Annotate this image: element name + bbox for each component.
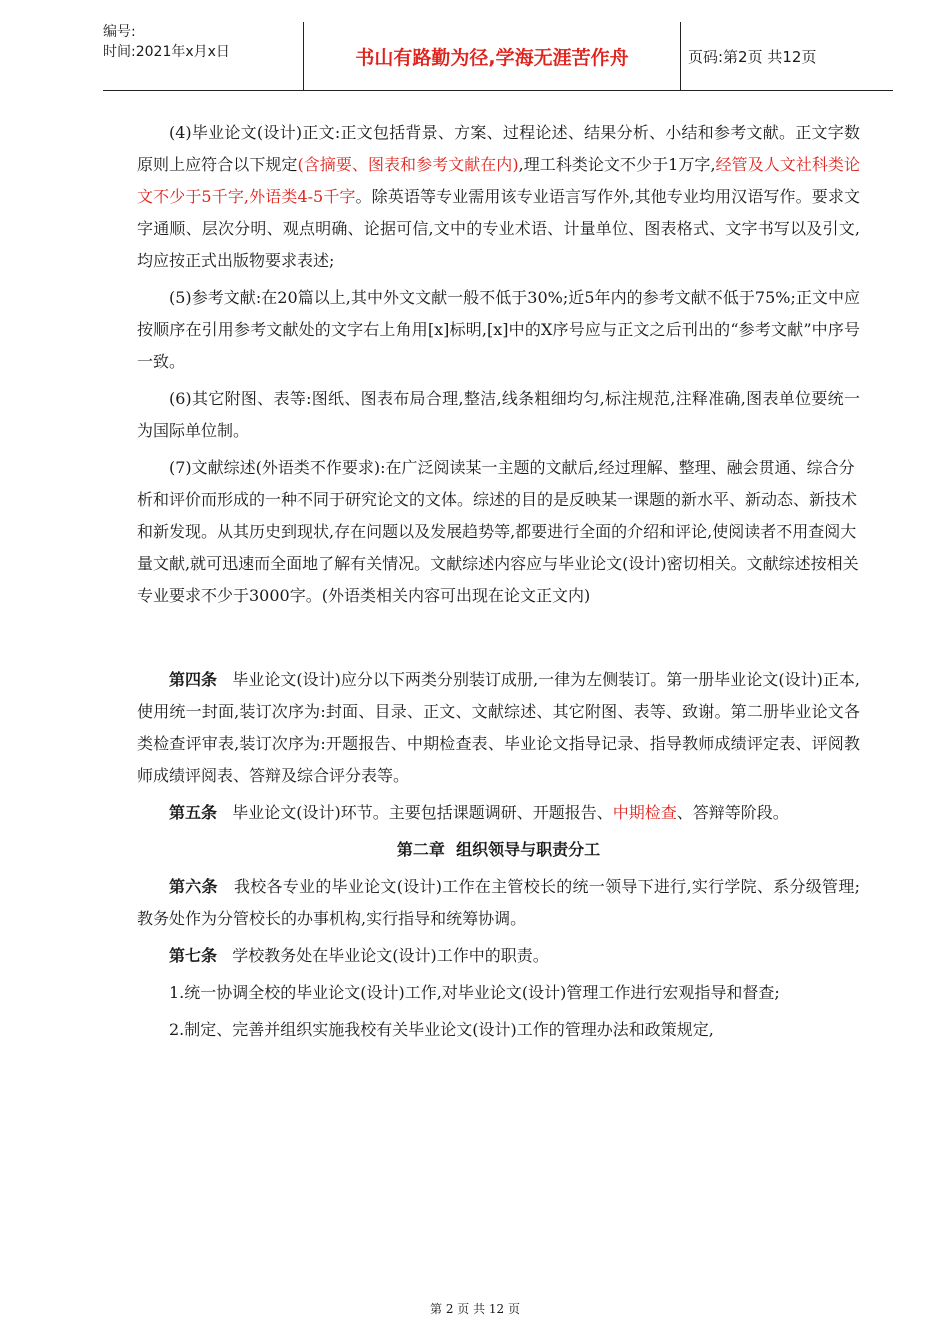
- header-meta: [103, 22, 304, 90]
- paragraph-literature-review: (7)文献综述(外语类不作要求):在广泛阅读某一主题的文献后,经过理解、整理、融会贯通、综合分析和评价而形成的一种不同于研究论文的文体。综述的目的是反映某一课题的新水平、新动态、新技术和新发现。从其历史到现状,存在问题以及发展趋势等,都要进行全面的介绍和评论,使阅读者不用查阅大量文献,就可迅速而全面地了解有关情况。文献综述内容应与毕业论文(设计)密切相关。文献综述按相关专业要求不少于3000字。(外语类相关内容可出现在论文正文内): [137, 458, 859, 605]
- article-text: 毕业论文(设计)应分以下两类分别装订成册,一律为左侧装订。第一册毕业论文(设计)正本,使用统一封面,装订次序为:封面、目录、正文、文献综述、其它附图、表等、致谢。第二册毕业论文各类检查评审表,装订次序为:开题报告、中期检查表、毕业论文指导记录、指导教师成绩评定表、评阅教师成绩评阅表、答辩及综合评分表等。: [137, 670, 860, 785]
- article-6: [137, 871, 860, 935]
- page-header: [103, 22, 893, 91]
- header-page-info: 页码:第2页 共12页: [688, 47, 817, 66]
- chapter-heading: 第二章 组织领导与职责分工: [396, 840, 601, 859]
- article-text: 学校教务处在毕业论文(设计)工作中的职责。: [232, 946, 549, 965]
- article-text: 我校各专业的毕业论文(设计)工作在主管校长的统一领导下进行,实行学院、系分级管理;教务处作为分管校长的办事机构,实行指导和统筹协调。: [137, 877, 860, 928]
- document-number-label: 编号:: [103, 24, 136, 40]
- highlighted-text: 经管及人文社科类论文不少于5千字,外语类4-5千字: [137, 155, 860, 206]
- paragraph-main-text: [137, 117, 860, 277]
- paragraph-text: 。除英语等专业需用该专业语言写作外,其他专业均用汉语写作。要求文字通顺、层次分明、观点明确、论据可信,文中的专业术语、计量单位、图表格式、文字书写以及引文,均应按正式出版物要求表述;: [137, 187, 860, 270]
- header-motto: 书山有路勤为径,学海无涯苦作舟: [304, 22, 681, 90]
- spacer: [137, 612, 860, 664]
- article-text: 毕业论文(设计)环节。主要包括课题调研、开题报告、: [232, 803, 613, 822]
- list-item-2: 2.制定、完善并组织实施我校有关毕业论文(设计)工作的管理办法和政策规定,: [169, 1020, 714, 1039]
- article-label: 第四条: [169, 670, 218, 689]
- article-7: [137, 940, 860, 972]
- article-label: 第七条: [169, 946, 218, 965]
- document-body: [137, 117, 860, 1051]
- list-item-1: 1.统一协调全校的毕业论文(设计)工作,对毕业论文(设计)管理工作进行宏观指导和督查;: [169, 983, 780, 1002]
- paragraph-figures-tables: (6)其它附图、表等:图纸、图表布局合理,整洁,线条粗细均匀,标注规范,注释准确,图表单位要统一为国际单位制。: [137, 389, 860, 440]
- paragraph-references: (5)参考文献:在20篇以上,其中外文文献一般不低于30%;近5年内的参考文献不低于75%;正文中应按顺序在引用参考文献处的文字右上角用[x]标明,[x]中的X序号应与正文之后刊出的“参考文献”中序号一致。: [137, 288, 860, 371]
- paragraph-text: (4)毕业论文(设计)正文:正文包括背景、方案、过程论述、结果分析、小结和参考文献。正文字数原则上应符合以下规定: [137, 123, 860, 174]
- highlighted-text: 中期检查: [612, 803, 677, 822]
- article-label: 第六条: [169, 877, 218, 896]
- article-text: 、答辩等阶段。: [676, 803, 789, 822]
- paragraph-text: ,理工科类论文不少于1万字,: [518, 155, 716, 174]
- highlighted-text: (含摘要、图表和参考文献在内): [297, 155, 519, 174]
- page-footer: 第 2 页 共 12 页: [430, 1302, 520, 1316]
- article-label: 第五条: [169, 803, 218, 822]
- document-time-label: 时间:2021年x月x日: [103, 44, 230, 60]
- article-5: [137, 797, 860, 829]
- article-4: [137, 664, 860, 792]
